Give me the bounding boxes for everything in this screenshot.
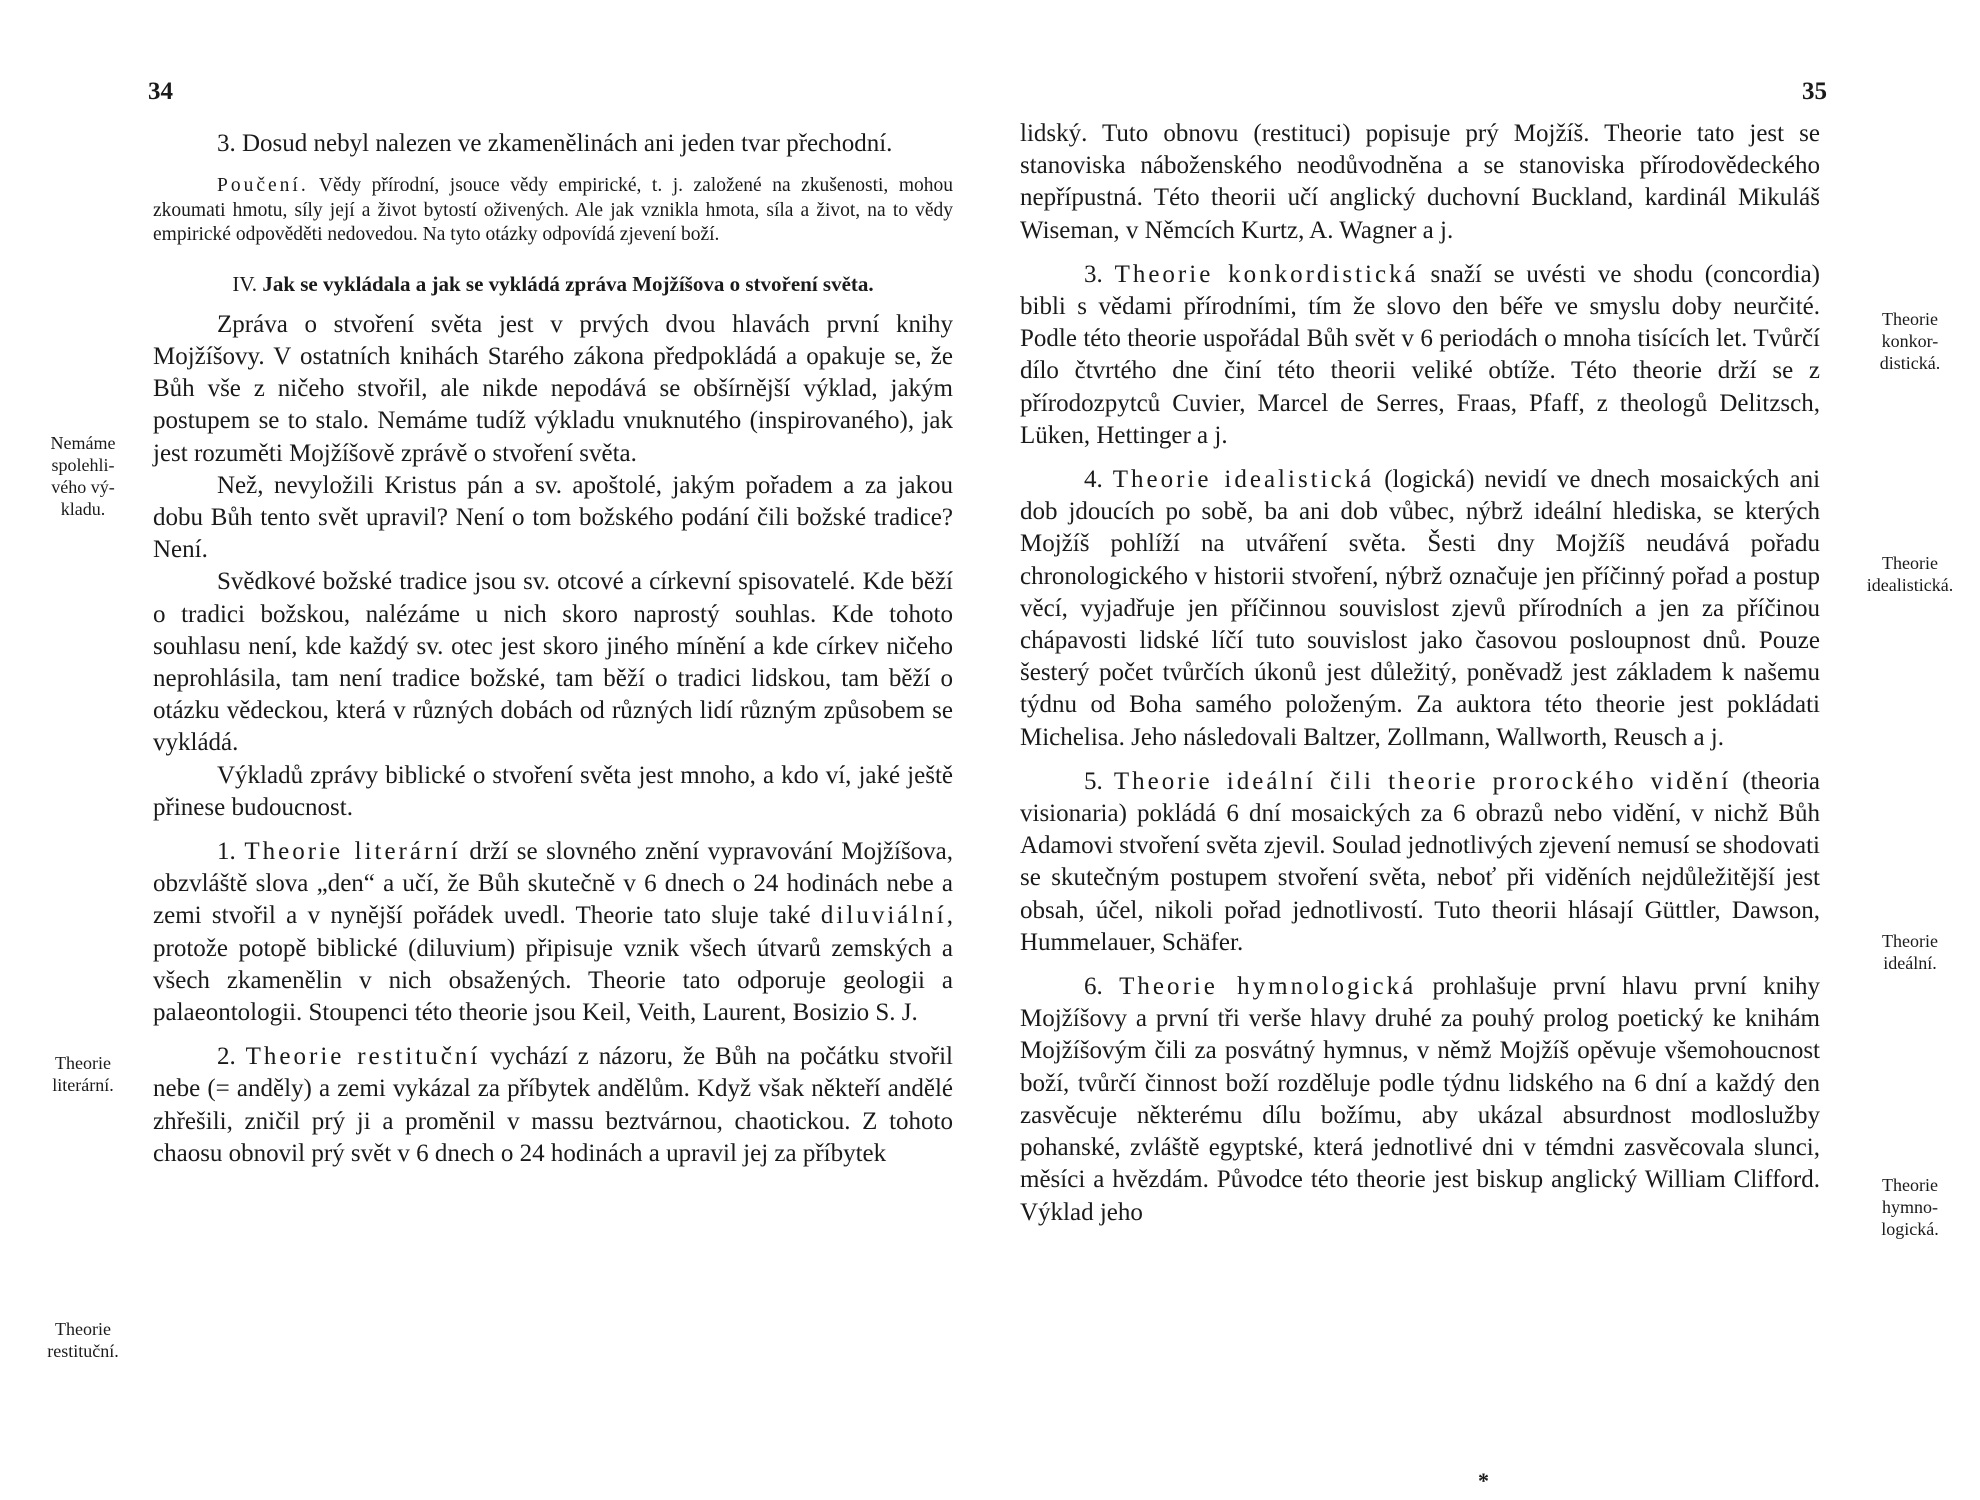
section-number: IV. bbox=[232, 271, 258, 296]
margin-note: Theorie restituční. bbox=[47, 1319, 119, 1361]
paragraph-text: snaží se uvésti ve shodu (concordia) bibli s vědami přírodními, tím že slovo den béře ve smyslu doby neurčité. Podle této theorie uspořádal Bůh svět v 6 periodách o mnoha tisících let. Tvůrčí dílo čtvrtého dne činí této theorii veliké obtíže. Této theorie drží se z přírodozpytců Cuvier, Marcel de Serres, Fraas, Pfaff, z theologů Delitzsch, Lüken, Hettinger a j. bbox=[1020, 260, 1821, 449]
theory-term: Theorie hymnologická bbox=[1119, 973, 1417, 1001]
item-number: 1. bbox=[217, 837, 236, 865]
paragraph: Výkladů zprávy biblické o stvoření světa jest mnoho, a kdo ví, jaké ještě přinese budoucnost. bbox=[153, 761, 953, 821]
item-number: 6. bbox=[1084, 973, 1103, 1001]
paragraph: lidský. Tuto obnovu (restituci) popisuje prý Mojžíš. Theorie tato jest se stanoviska náboženského neodůvodněna a se stanoviska přírodovědeckého nepřípustná. Této theorii učí anglický duchovní Buckland, kardinál Mikuláš Wiseman, v Němcích Kurtz, A. Wagner a j. bbox=[1020, 120, 1820, 244]
item-number: 2. bbox=[217, 1043, 236, 1071]
paragraph bbox=[153, 1041, 953, 1170]
paragraph-text: (logická) nevidí ve dnech mosaických ani dob jdoucích po sobě, ba ani dob vůbec, nýbrž ideální hlediska, se kterých Mojžíš pohlíží na utváření světa. Šesti dny Mojžíš neudává pořadu chronologického v historii stvoření, nýbrž označuje jen příčinný pořad a postup věcí, vyjadřuje jen příčinnou souvislost zjevů přírodních a jen za příčinou chápavosti lidské líčí tuto souvislost jako časovou posloupnost dnů. Pouze šesterý počet tvůrčích úkonů jest důležitý, poněvadž jest základem k našemu týdnu od Boha samého položeným. Za auktora této theorie jest pokládati Michelisa. Jeho následovali Baltzer, Zollmann, Wallworth, Reusch a j. bbox=[1020, 466, 1821, 751]
paragraph: 3. Dosud nebyl nalezen ve zkamenělinách ani jeden tvar přechodní. bbox=[217, 130, 893, 157]
paragraph-text: drží se slovného znění vypravování Mojžíšova, obzvláště slova „den“ a učí, že Bůh skutečně v 6 dnech o 24 hodinách nebe a zemi stvořil a v nynější pořádek uvedl. Theorie tato sluje také bbox=[153, 837, 954, 930]
margin-note: Theorie hymno- logická. bbox=[1881, 1175, 1939, 1239]
margin-note: Theorie literární. bbox=[52, 1053, 114, 1095]
theory-term: Theorie restituční bbox=[245, 1043, 481, 1071]
item-number: 5. bbox=[1084, 767, 1103, 795]
paragraph bbox=[1020, 464, 1820, 754]
item-number: 3. bbox=[1084, 260, 1103, 288]
signature-mark: * bbox=[1478, 1468, 1489, 1493]
text-column bbox=[153, 128, 953, 1170]
margin-note: Theorie konkor- distická. bbox=[1879, 309, 1941, 373]
text-column bbox=[1020, 118, 1820, 1229]
theory-term: Theorie idealistická bbox=[1112, 466, 1375, 494]
theory-term: diluviální bbox=[820, 902, 947, 930]
right-page bbox=[990, 0, 1980, 1500]
paragraph: Zpráva o stvoření světa jest v prvých dvou hlavách první knihy Mojžíšovy. V ostatních knihách Starého zákona předpokládá a opakuje se, že Bůh vše z ničeho stvořil, ale nikde nepodává se obšírnější výklad, jakým postupem se to stalo. Nemáme tudíž výkladu vnuknutého (inspirovaného), jak jest rozuměti Mojžíšově zprávě o stvoření světa. bbox=[153, 310, 953, 467]
theory-term: Theorie literární bbox=[244, 837, 461, 865]
margin-note: Nemáme spolehli- vého vý- kladu. bbox=[50, 433, 116, 519]
page-number: 34 bbox=[148, 78, 173, 105]
theory-term: Theorie ideální čili theorie prorockého vidění bbox=[1113, 767, 1732, 795]
paragraph-text: , protože potopě biblické (diluvium) připisuje vznik všech útvarů zemských a všech zkamenělin v nich obsažených. Theorie tato odporuje geologii a palaeontologii. Stoupenci této theorie jsou Keil, Veith, Laurent, Bosizio S. J. bbox=[153, 902, 953, 1026]
paragraph-text: prohlašuje první hlavu první knihy Mojžíšovy a první tři verše hlavy druhé za pouhý prolog poetický ke knihám Mojžíšovým čili za posvátný hymnus, v němž Mojžíš opěvuje všemohoucnost boží, tvůrčí činnost boží rozděluje podle týdnu lidského na 6 dní a každý den zasvěcuje některému dílu božímu, aby ukázal absurdnost modloslužby pohanské, zvláště egyptské, která jednotlivé dni v témdni zasvěcovala slunci, měsíci a hvězdám. Původce této theorie jest biskup anglický William Clifford. Výklad jeho bbox=[1020, 973, 1821, 1226]
section-title: Jak se vykládala a jak se vykládá zpráva Mojžíšova o stvoření světa. bbox=[262, 271, 874, 296]
paragraph: Svědkové božské tradice jsou sv. otcové a církevní spisovatelé. Kde běží o tradici božskou, nalézáme u nich skoro naprostý souhlas. Kde tohoto souhlasu není, kde každý sv. otec jest skoro jiného mínění a kde církev ničeho neprohlásila, tam není tradice božské, tam běží o tradici lidskou, tam běží o otázku vědeckou, která v různých dobách od různých lidí různým způsobem se vykládá. bbox=[153, 568, 953, 757]
lesson-paragraph bbox=[153, 174, 953, 248]
item-number: 4. bbox=[1084, 466, 1103, 494]
theory-term: Theorie konkordistická bbox=[1114, 260, 1419, 288]
margin-note: Theorie idealistická. bbox=[1866, 553, 1954, 595]
page-number: 35 bbox=[1802, 78, 1827, 105]
paragraph bbox=[153, 836, 953, 1029]
section-heading bbox=[153, 272, 953, 297]
paragraph bbox=[1020, 971, 1820, 1229]
paragraph-text: (theoria visionaria) pokládá 6 dní mosaických za 6 obrazů nebo vidění, v nichž Bůh Adamovi stvoření světa zjevil. Soulad jednotlivých zjevení nemusí se shodovati se skutečným postupem stvoření světa, neboť při viděních nejdůležitější jest obsah, účel, nikoli pořad jednotlivostí. Tuto theorii hlásají Güttler, Dawson, Hummelauer, Schäfer. bbox=[1020, 767, 1821, 956]
margin-note: Theorie ideální. bbox=[1882, 931, 1938, 973]
paragraph: Než, nevyložili Kristus pán a sv. apoštolé, jakým pořadem a za jakou dobu Bůh tento svět upravil? Není o tom božského podání čili božské tradice? Není. bbox=[153, 471, 953, 564]
paragraph bbox=[1020, 766, 1820, 959]
paragraph-text: vychází z názoru, že Bůh na počátku stvořil nebe (= anděly) a zemi vykázal za příbytek andělům. Když však někteří andělé zhřešili, zničil prý ji a proměnil v massu beztvárnou, chaotickou. Z tohoto chaosu obnovil prý svět v 6 dnech o 24 hodinách a upravil jej za příbytek bbox=[153, 1043, 954, 1167]
paragraph bbox=[1020, 259, 1820, 452]
lesson-label: Poučení. bbox=[217, 175, 309, 197]
lesson-text: Vědy přírodní, jsouce vědy empirické, t. j. založené na zkušenosti, mohou zkoumati hmotu, síly její a život bytostí oživených. Ale jak vznikla hmota, síla a život, na to vědy empirické odpověděti nedovedou. Na tyto otázky odpovídá zjevení boží. bbox=[153, 175, 953, 246]
